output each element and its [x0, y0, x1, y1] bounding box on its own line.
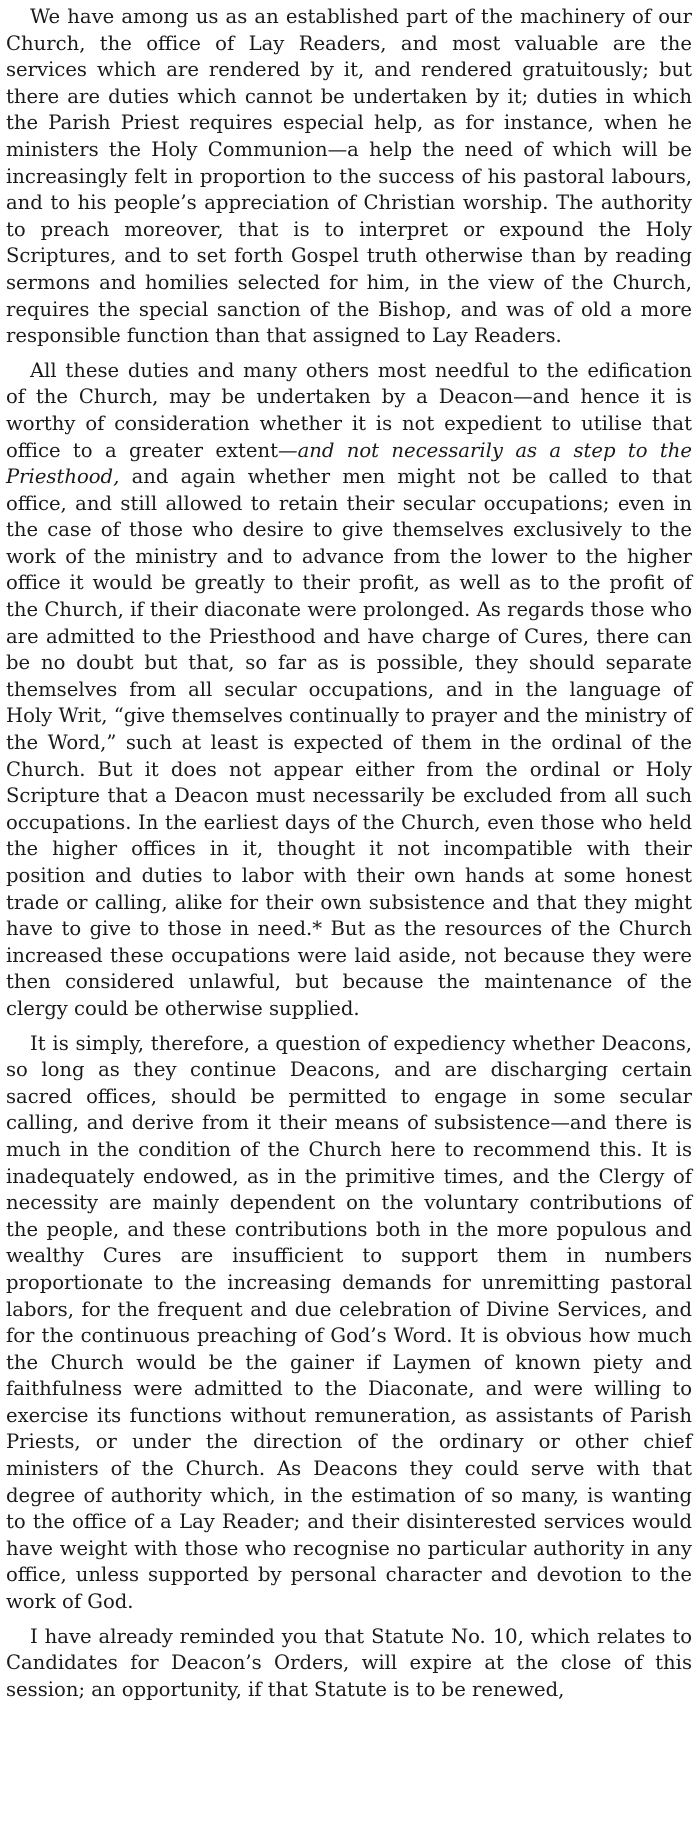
paragraph-lay-readers	[6, 4, 692, 350]
paragraph-text: It is simply, therefore, a question of expediency whether Deacons, so long as they continue Deacons, and are discharging certain sacred offices, should be permitted to engage in some secular calling, and derive from it their means of subsistence—and there is much in the condition of the Church here to recommend this. It is inadequately endowed, as in the primitive times, and the Clergy of necessity are mainly dependent on the voluntary contributions of the people, and these contributions both in the more populous and wealthy Cures are insufficient to support them in numbers proportionate to the increasing demands for unremitting pastoral labors, for the frequent and due celebration of Divine Services, and for the continuous preaching of God’s Word. It is obvious how much the Church would be the gainer if Laymen of known piety and faithfulness were admitted to the Diaconate, and were willing to exercise its functions without remuneration, as assistants of Parish Priests, or under the direction of the ordinary or other chief ministers of the Church. As Deacons they could serve with that degree of authority which, in the estimation of so many, is wanting to the office of a Lay Reader; and their disinterested services would have weight with those who recognise no particular authority in any office, unless supported by personal character and devotion to the work of God.	[6, 1031, 692, 1614]
paragraph-text-before-italic: All these duties and many others most needful to the edification of the Church, may be undertaken by a Deacon—and hence it is worthy of consideration whether it is not expedient to utilise that office to a greater extent	[6, 358, 692, 462]
paragraph-text: I have already reminded you that Statute No. 10, which relates to Candidates for Deacon’s Orders, will expire at the close of this session; an opportunity, if that Statute is to be renewed,	[6, 1624, 692, 1701]
paragraph-text: We have among us as an established part of the machinery of our Church, the office of Lay Readers, and most valuable are the services which are rendered by it, and rendered gratuitously; but there are duties which cannot be undertaken by it; duties in which the Parish Priest requires especial help, as for instance, when he ministers the Holy Communion—a help the need of which will be increasingly felt in proportion to the success of his pastoral labours, and to his people’s appreciation of Christian worship. The authority to preach moreover, that is to interpret or expound the Holy Scriptures, and to set forth Gospel truth otherwise than by reading sermons and homilies selected for him, in the view of the Church, requires the special sanction of the Bishop, and was of old a more responsible function than that assigned to Lay Readers.	[6, 5, 692, 348]
paragraph-italic-phrase: —and not necessarily as a step to the Priesthood,	[6, 438, 692, 489]
paragraph-statute	[6, 1624, 692, 1704]
paragraph-deacon-duties	[6, 358, 692, 1023]
paragraph-text-after-italic: and again whether men might not be called to that office, and still allowed to retain their secular occupations; even in the case of those who desire to give themselves exclusively to the work of the ministry and to advance from the lower to the higher office it would be greatly to their profit, as well as to the profit of the Church, if their diaconate were prolonged. As regards those who are admitted to the Priesthood and have charge of Cures, there can be no doubt but that, so far as is possible, they should separate themselves from all secular occupations, and in the language of Holy Writ, “give themselves continually to prayer and the ministry of the Word,” such at least is expected of them in the ordinal of the Church. But it does not appear either from the ordinal or Holy Scripture that a Deacon must necessarily be excluded from all such occupations. In the earliest days of the Church, even those who held the higher offices in it, thought it not incompatible with their position and duties to labor with their own hands at some honest trade or calling, alike for their own subsistence and that they might have to give to those in need.* But as the resources of the Church increased these occupations were laid aside, not because they were then considered unlawful, but because the maintenance of the clergy could be otherwise supplied.	[6, 465, 692, 1020]
paragraph-expediency	[6, 1031, 692, 1616]
